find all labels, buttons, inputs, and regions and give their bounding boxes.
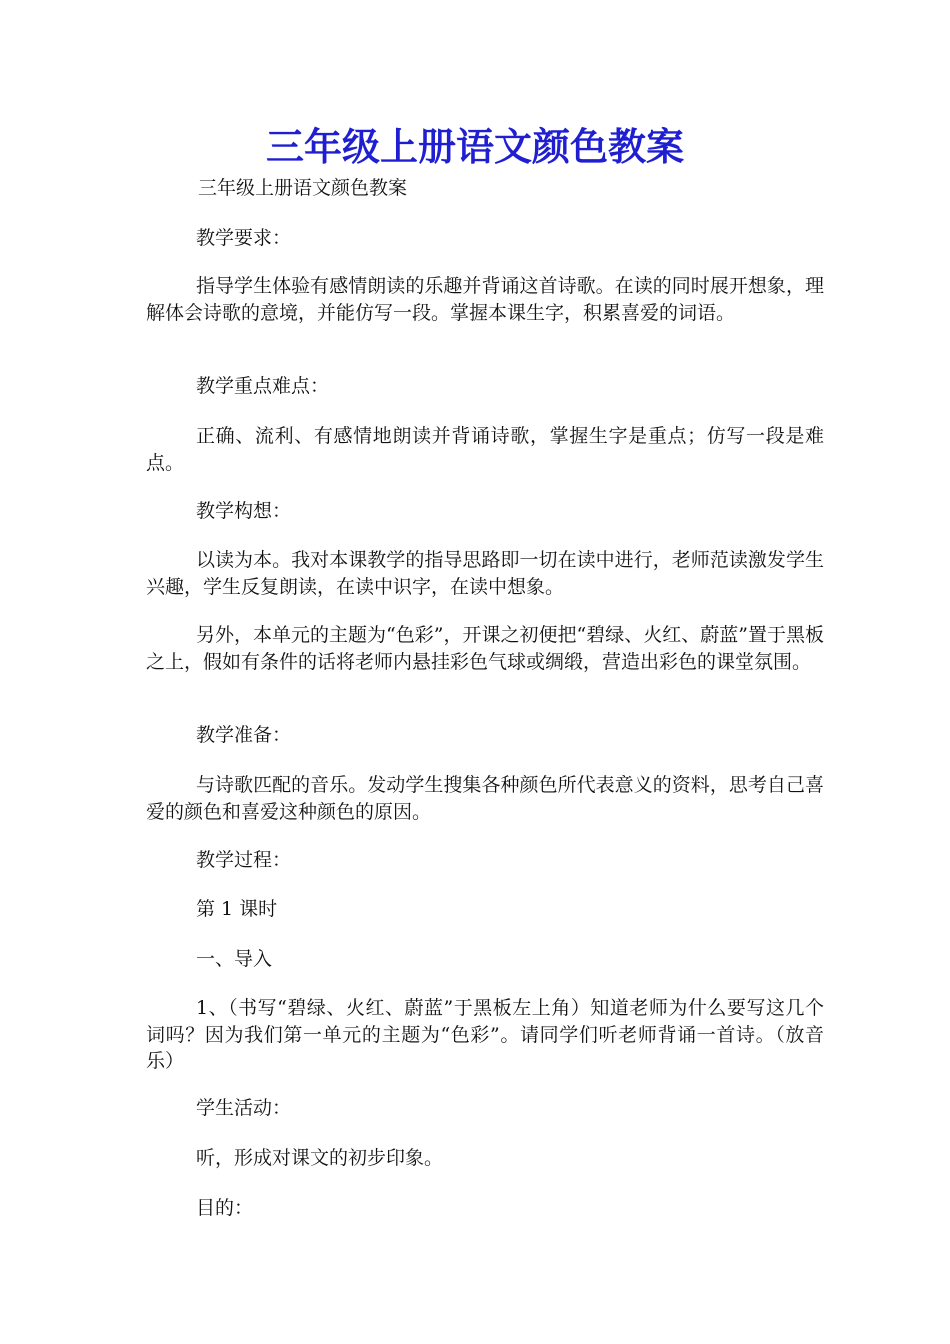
section-heading-process: 教学过程：: [196, 849, 292, 871]
section-heading-concept: 教学构想：: [196, 500, 292, 522]
paragraph-preparation: 与诗歌匹配的音乐。发动学生搜集各种颜色所代表意义的资料，思考自己喜爱的颜色和喜爱这种颜色的原因。: [146, 774, 824, 823]
section-heading-requirements: 教学要求：: [196, 227, 292, 249]
paragraph-theme: 另外，本单元的主题为“色彩”，开课之初便把“碧绿、火红、蔚蓝”置于黑板之上，假如有条件的话将老师内悬挂彩色气球或绸缎，营造出彩色的课堂氛围。: [146, 624, 824, 673]
section-heading-student-activity: 学生活动：: [196, 1097, 292, 1119]
step-introduction: 一、导入: [196, 948, 273, 970]
paragraph-step-1: 1、（书写“碧绿、火红、蔚蓝”于黑板左上角）知道老师为什么要写这几个词吗？因为我们第一单元的主题为“色彩”。请同学们听老师背诵一首诗。（放音乐）: [146, 997, 824, 1072]
section-heading-purpose: 目的：: [196, 1197, 254, 1219]
paragraph-concept: 以读为本。我对本课教学的指导思路即一切在读中进行，老师范读激发学生兴趣，学生反复朗读，在读中识字，在读中想象。: [146, 549, 824, 598]
lesson-number: 第 1 课时: [196, 898, 278, 920]
document-title: 三年级上册语文颜色教案: [265, 125, 684, 169]
document-subtitle: 三年级上册语文颜色教案: [198, 177, 408, 199]
paragraph-requirements: 指导学生体验有感情朗读的乐趣并背诵这首诗歌。在读的同时展开想象，理解体会诗歌的意境，并能仿写一段。掌握本课生字，积累喜爱的词语。: [146, 275, 824, 324]
section-heading-key-points: 教学重点难点：: [196, 375, 330, 397]
section-heading-preparation: 教学准备：: [196, 724, 292, 746]
paragraph-student-activity: 听，形成对课文的初步印象。: [196, 1147, 444, 1169]
paragraph-key-points: 正确、流利、有感情地朗读并背诵诗歌，掌握生字是重点；仿写一段是难点。: [146, 425, 824, 474]
